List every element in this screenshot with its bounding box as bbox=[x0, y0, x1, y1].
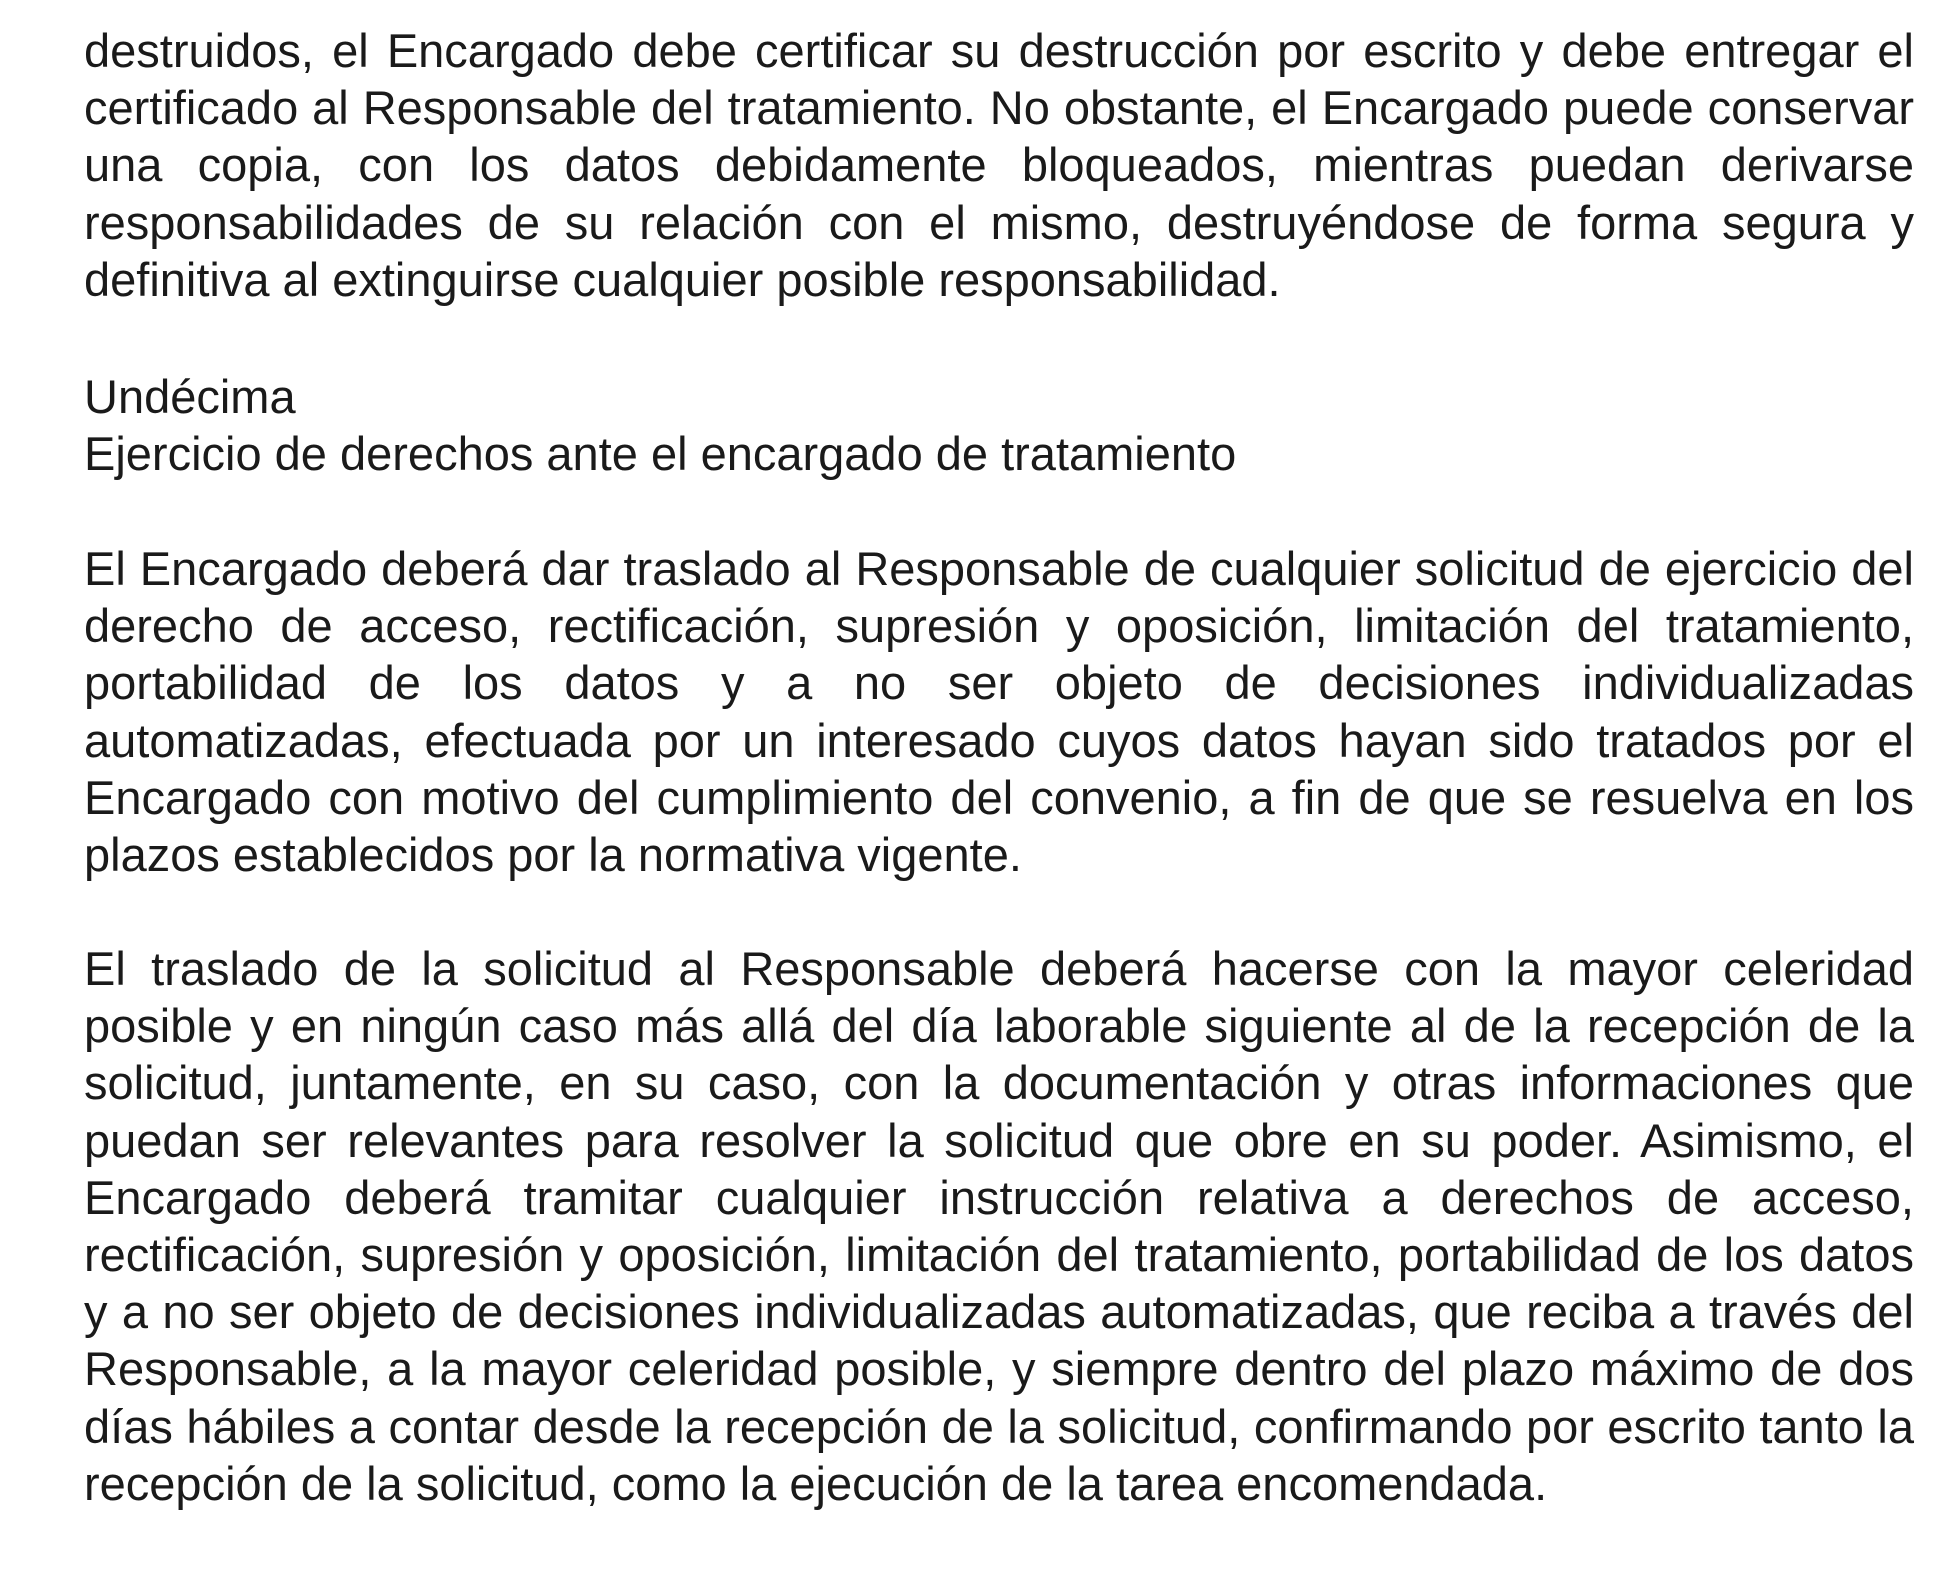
paragraph-rights-transfer: El Encargado deberá dar traslado al Responsable de cualquier solicitud de ejercicio del derecho de acceso, rectificación, supresión y oposición, limitación del tratamiento, portabilidad de los datos y a no ser objeto de decisiones individualizadas automatizadas, efectuada por un interesado cuyos datos hayan sido tratados por el Encargado con motivo del cumplimiento del convenio, a fin de que se resuelva en los plazos establecidos por la normativa vigente. bbox=[84, 542, 1914, 882]
paragraph-destruction: destruidos, el Encargado debe certificar su destrucción por escrito y debe entregar el certificado al Responsable del tratamiento. No obstante, el Encargado puede conservar una copia, con los datos debidamente bloqueados, mientras puedan derivarse responsabilidades de su relación con el mismo, destruyéndose de forma segura y definitiva al extinguirse cualquier posible responsabilidad. bbox=[84, 24, 1914, 306]
clause-title: Ejercicio de derechos ante el encargado de tratamiento bbox=[84, 427, 1237, 481]
clause-number: Undécima bbox=[84, 370, 296, 423]
paragraph-transfer-deadline: El traslado de la solicitud al Responsable deberá hacerse con la mayor celeridad posible y en ningún caso más allá del día laborable siguiente al de la recepción de la solicitud, juntamente, en su caso, con la documentación y otras informaciones que puedan ser relevantes para resolver la solicitud que obre en su poder. Asimismo, el Encargado deberá tramitar cualquier instrucción relativa a derechos de acceso, rectificación, supresión y oposición, limitación del tratamiento, portabilidad de los datos y a no ser objeto de decisiones individualizadas automatizadas, que reciba a través del Responsable, a la mayor celeridad posible, y siempre dentro del plazo máximo de dos días hábiles a contar desde la recepción de la solicitud, confirmando por escrito tanto la recepción de la solicitud, como la ejecución de la tarea encomendada. bbox=[84, 942, 1914, 1510]
clause-heading bbox=[84, 368, 1914, 482]
